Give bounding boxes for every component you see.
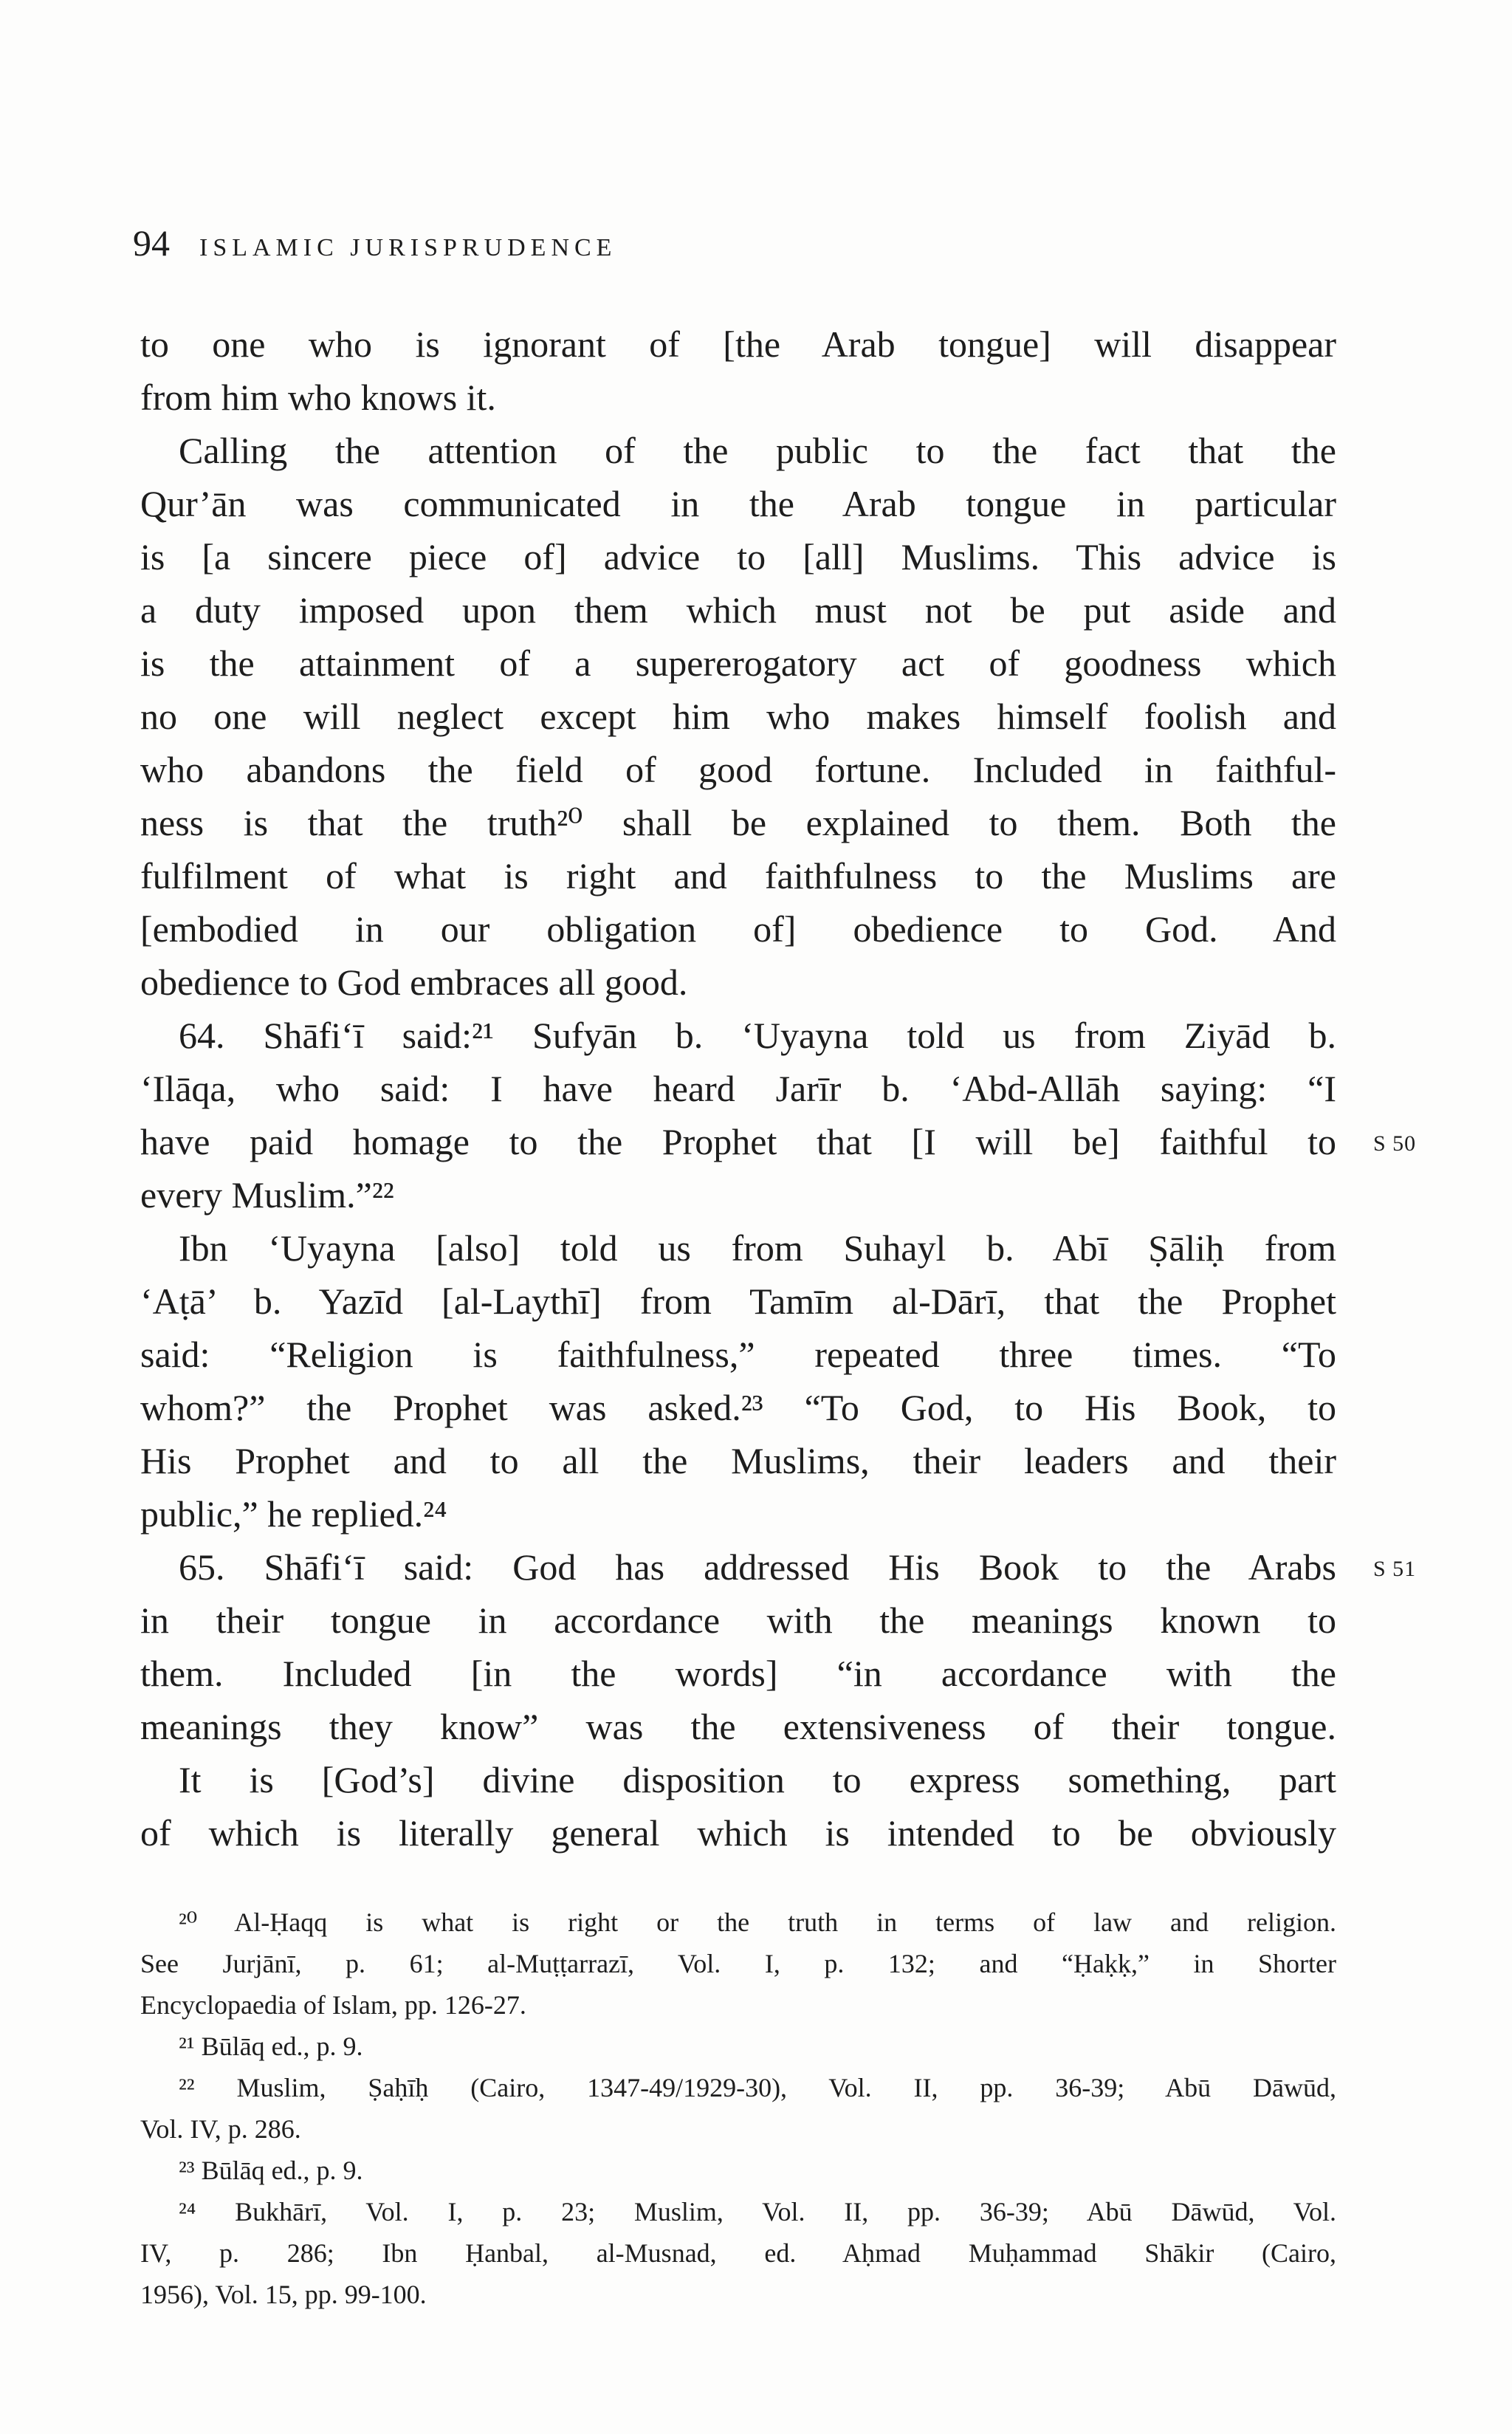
footnote-line: See Jurjānī, p. 61; al-Muṭṭarrazī, Vol. I, p. 132; and “Ḥaḳḳ,” in Shorter — [140, 1949, 1336, 1978]
body-line: obedience to God embraces all good. — [140, 961, 688, 1003]
footnotes — [140, 1902, 1336, 2315]
footnote-line: 1956), Vol. 15, pp. 99-100. — [140, 2280, 427, 2309]
body-line: His Prophet and to all the Muslims, their leaders and their — [140, 1440, 1336, 1481]
body-line: every Muslim.”²² — [140, 1174, 394, 1216]
body-line: to one who is ignorant of [the Arab tongue] will disappear — [140, 323, 1336, 365]
body-line: Ibn ‘Uyayna [also] told us from Suhayl b. Abī Ṣāliḥ from — [179, 1227, 1336, 1269]
footnote-line: ²⁴ Bukhārī, Vol. I, p. 23; Muslim, Vol. II, pp. 36-39; Abū Dāwūd, Vol. — [179, 2197, 1336, 2226]
body-line: have paid homage to the Prophet that [I will be] faithful to — [140, 1121, 1336, 1162]
body-line: a duty imposed upon them which must not be put aside and — [140, 589, 1336, 631]
body-line: ness is that the truth²⁰ shall be explained to them. Both the — [140, 802, 1336, 843]
body-line: said: “Religion is faithfulness,” repeated three times. “To — [140, 1334, 1336, 1375]
body-line: is [a sincere piece of] advice to [all] Muslims. This advice is — [140, 536, 1336, 577]
body-line: 64. Shāfi‘ī said:²¹ Sufyān b. ‘Uyayna told us from Ziyād b. — [179, 1015, 1336, 1056]
footnote-line: Encyclopaedia of Islam, pp. 126-27. — [140, 1990, 526, 2020]
footnote-line: IV, p. 286; Ibn Ḥanbal, al-Musnad, ed. Aḥmad Muḥammad Shākir (Cairo, — [140, 2238, 1336, 2268]
body-line: Qur’ān was communicated in the Arab tongue in particular — [140, 483, 1336, 524]
body-text — [140, 318, 1336, 1859]
body-line: of which is literally general which is intended to be obviously — [140, 1812, 1336, 1854]
body-line: in their tongue in accordance with the meanings known to — [140, 1600, 1336, 1641]
body-line: ‘Ilāqa, who said: I have heard Jarīr b. ‘Abd-Allāh saying: “I — [140, 1068, 1336, 1109]
footnote-line: ²¹ Būlāq ed., p. 9. — [179, 2032, 363, 2061]
margin-note-section: S 51 — [1373, 1557, 1417, 1581]
running-head: ISLAMIC JURISPRUDENCE — [199, 234, 617, 261]
body-line: [embodied in our obligation of] obedience to God. And — [140, 908, 1336, 950]
body-line: It is [God’s] divine disposition to express something, part — [179, 1759, 1336, 1800]
body-line: from him who knows it. — [140, 377, 496, 418]
footnote-line: ²³ Būlāq ed., p. 9. — [179, 2156, 363, 2185]
body-line: them. Included [in the words] “in accordance with the — [140, 1653, 1336, 1694]
body-line: public,” he replied.²⁴ — [140, 1493, 447, 1535]
body-line: meanings they know” was the extensiveness of their tongue. — [140, 1706, 1336, 1747]
body-line: fulfilment of what is right and faithfulness to the Muslims are — [140, 855, 1336, 897]
body-line: whom?” the Prophet was asked.²³ “To God, to His Book, to — [140, 1387, 1336, 1428]
margin-note-section: S 50 — [1373, 1131, 1417, 1156]
page-number: 94 — [133, 222, 170, 264]
footnote-line: ²⁰ Al-Ḥaqq is what is right or the truth in terms of law and religion. — [179, 1907, 1336, 1937]
body-line: Calling the attention of the public to the fact that the — [179, 430, 1336, 471]
body-line: no one will neglect except him who makes himself foolish and — [140, 696, 1336, 737]
footnote-line: Vol. IV, p. 286. — [140, 2114, 301, 2144]
footnote-line: ²² Muslim, Ṣaḥīḥ (Cairo, 1347-49/1929-30), Vol. II, pp. 36-39; Abū Dāwūd, — [179, 2073, 1336, 2102]
page-header — [133, 222, 616, 281]
body-line: is the attainment of a supererogatory act of goodness which — [140, 642, 1336, 684]
body-line: 65. Shāfi‘ī said: God has addressed His Book to the Arabs — [179, 1546, 1336, 1588]
body-line: who abandons the field of good fortune. Included in faithful- — [140, 749, 1336, 790]
body-line: ‘Aṭā’ b. Yazīd [al-Laythī] from Tamīm al-Dārī, that the Prophet — [140, 1281, 1336, 1322]
